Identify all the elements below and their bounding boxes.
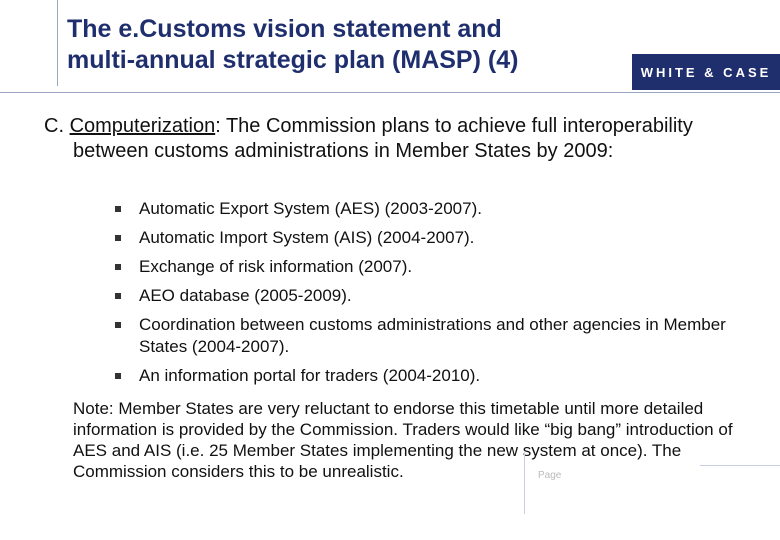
slide-title-line-2: multi-annual strategic plan (MASP) (4): [67, 46, 519, 74]
bullet-text: Automatic Import System (AIS) (2004-2007).: [139, 228, 475, 247]
bullet-square-icon: [115, 373, 121, 379]
bullet-square-icon: [115, 206, 121, 212]
section-c-intro: [44, 114, 744, 164]
list-item: [112, 314, 772, 358]
list-item: [112, 256, 772, 278]
bullet-text: Coordination between customs administrations and other agencies in Member States (2004-2007).: [139, 315, 726, 356]
section-c-text: : The Commission plans to achieve full interoperability between customs administrations in Member States by 2009:: [73, 115, 693, 162]
list-item: [112, 285, 772, 307]
section-c-term: Computerization: [69, 115, 216, 137]
bullet-text: AEO database (2005-2009).: [139, 286, 352, 305]
list-item: [112, 365, 772, 387]
bullet-text: An information portal for traders (2004-2010).: [139, 366, 481, 385]
section-c-prefix: C.: [44, 115, 70, 137]
bullet-text: Automatic Export System (AES) (2003-2007).: [139, 199, 482, 218]
bullet-square-icon: [115, 293, 121, 299]
list-item: [112, 227, 772, 249]
computerization-bullet-list: [112, 198, 772, 394]
slide-title: [67, 14, 627, 76]
bullet-text: Exchange of risk information (2007).: [139, 257, 413, 276]
page-label: Page: [538, 470, 562, 481]
bullet-square-icon: [115, 322, 121, 328]
slide-title-line-1: The e.Customs vision statement and: [67, 15, 502, 43]
white-case-logo: WHITE & CASE: [632, 54, 780, 90]
header-left-rule: [57, 0, 58, 86]
timetable-note: Note: Member States are very reluctant to endorse this timetable until more detailed information is provided by the Commission. Traders would like “big bang” introduction of AES and AIS (i.e. 25 Member States implementing the new system at once). The Commission considers this to be unrealistic.: [73, 399, 733, 481]
header-divider: [0, 92, 780, 93]
list-item: [112, 198, 772, 220]
footer-horizontal-rule: [700, 465, 780, 466]
bullet-square-icon: [115, 235, 121, 241]
bullet-square-icon: [115, 264, 121, 270]
footer-vertical-rule: [524, 452, 525, 514]
